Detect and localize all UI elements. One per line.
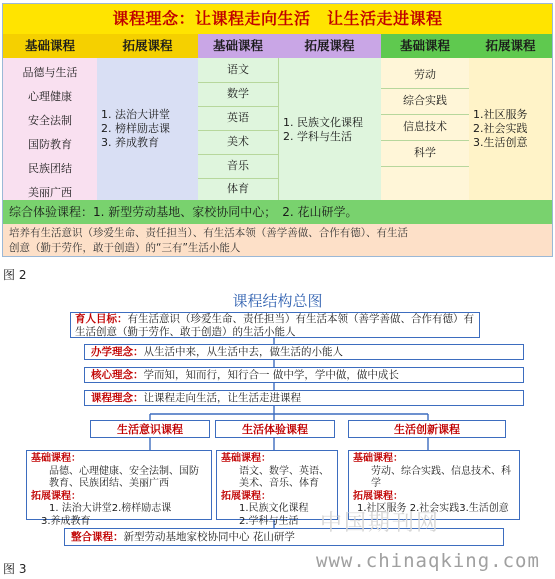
basic-course-text: 劳动、综合实践、信息技术、科学 — [371, 465, 511, 489]
list-item: 2.社会实践 — [473, 122, 528, 135]
header-extended-1: 拓展课程 — [97, 34, 198, 58]
basic-course-label: 基础课程： — [353, 453, 403, 464]
list-item: 品德与生活 — [22, 66, 78, 79]
extended-course-text: 1.社区服务 2.社会实践3.生活创意 — [357, 503, 509, 514]
core-label: 核心理念： — [91, 369, 144, 381]
branch-life-innovation: 生活创新课程 — [348, 420, 506, 438]
list-item: 美丽广西 — [28, 186, 72, 199]
school-philosophy-box — [84, 344, 524, 360]
integrated-course-row: 综合体验课程：1. 新型劳动基地、家校协同中心； 2. 花山研学。 — [3, 200, 552, 224]
list-item: 音乐 — [198, 154, 278, 179]
education-goal-box — [70, 312, 480, 338]
list-item: 1.民族文化课程 — [239, 503, 309, 514]
list-item: 民族团结 — [28, 162, 72, 175]
integrated-text: 新型劳动基地家校协同中心 花山研学 — [123, 531, 295, 543]
course-concept-box — [84, 390, 524, 406]
figure-2-caption: 图 2 — [3, 268, 27, 282]
list-item: 2. 榜样励志课 — [101, 122, 170, 135]
school-label: 办学理念： — [91, 346, 144, 358]
list-item: 2. 学科与生活 — [283, 130, 352, 143]
list-item: 安全法制 — [28, 114, 72, 127]
watermark-url: www.chinaqking.com — [316, 550, 540, 572]
course-table — [2, 3, 553, 257]
list-item: 3.生活创意 — [473, 136, 528, 149]
core-concept-box — [84, 367, 524, 383]
column-extended-3 — [469, 58, 552, 200]
course-text: 让课程走向生活，让生活走进课程 — [143, 392, 301, 404]
structure-diagram — [2, 290, 553, 552]
list-item: 语文 — [198, 58, 278, 83]
branch-life-experience: 生活体验课程 — [215, 420, 335, 438]
column-extended-1 — [97, 58, 198, 200]
list-item: 2.学科与生活 — [239, 515, 299, 527]
awareness-detail-box — [26, 450, 212, 527]
column-basic-3 — [381, 58, 469, 200]
table-title: 课程理念：让课程走向生活 让生活走进课程 — [3, 4, 552, 34]
list-item: 3.养成教育 — [41, 515, 91, 527]
basic-course-label: 基础课程： — [31, 453, 81, 464]
branch-life-awareness: 生活意识课程 — [90, 420, 210, 438]
integrated-label: 整合课程： — [71, 531, 124, 543]
list-item: 体育 — [227, 182, 249, 195]
watermark-journal-name: 中国期刊网 — [320, 511, 441, 536]
header-extended-2: 拓展课程 — [278, 34, 381, 58]
header-basic-3: 基础课程 — [381, 34, 469, 58]
list-item: 劳动 — [381, 62, 469, 89]
diagram-title: 课程结构总图 — [232, 292, 323, 310]
list-item: 1.社区服务 — [473, 108, 528, 121]
column-basic-2 — [198, 58, 278, 200]
header-extended-3: 拓展课程 — [469, 34, 552, 58]
list-item: 英语 — [198, 106, 278, 131]
list-item: 科学 — [381, 140, 469, 167]
goal-text: 有生活意识（珍爱生命、责任担当）有生活本领（善学善做、合作有德）有生活创意（勤于劳作、敢于创造）的生活小能人 — [75, 313, 474, 338]
extended-course-label: 拓展课程： — [221, 490, 271, 502]
basic-course-text: 品德、心理健康、安全法制、国防教育、民族团结、美丽广西 — [49, 465, 199, 489]
course-label: 课程理念： — [91, 392, 144, 404]
list-item: 1. 民族文化课程 — [283, 116, 363, 129]
list-item: 数学 — [198, 82, 278, 107]
header-basic-2: 基础课程 — [198, 34, 278, 58]
goal-line-1: 培养有生活意识（珍爱生命、责任担当）、有生活本领（善学善做、合作有德）、有生活 — [9, 227, 408, 239]
extended-course-label: 拓展课程： — [353, 490, 403, 502]
list-item: 1. 法治大讲堂2.榜样励志课 — [49, 503, 172, 514]
column-extended-2 — [278, 58, 381, 200]
basic-course-label: 基础课程： — [221, 453, 271, 464]
figure-3-caption: 图 3 — [3, 562, 27, 576]
list-item: 心理健康 — [28, 90, 72, 103]
column-basic-1 — [3, 58, 97, 200]
list-item: 国防教育 — [28, 138, 72, 151]
core-text: 学而知，知而行，知行合一 做中学，学中做，做中成长 — [143, 369, 399, 381]
basic-course-text: 语文、数学、英语、美术、音乐、体育 — [239, 465, 329, 489]
goal-label: 育人目标： — [75, 313, 128, 325]
extended-course-label: 拓展课程： — [31, 490, 81, 502]
list-item: 综合实践 — [381, 88, 469, 115]
list-item: 美术 — [198, 130, 278, 155]
header-basic-1: 基础课程 — [3, 34, 97, 58]
list-item: 信息技术 — [381, 114, 469, 141]
goal-line-2: 创意（勤于劳作，敢于创造）的“三有”生活小能人 — [9, 242, 241, 254]
school-text: 从生活中来，从生活中去，做生活的小能人 — [143, 346, 343, 358]
goal-row — [3, 224, 552, 256]
list-item: 3. 养成教育 — [101, 136, 159, 149]
list-item: 1. 法治大讲堂 — [101, 108, 170, 121]
